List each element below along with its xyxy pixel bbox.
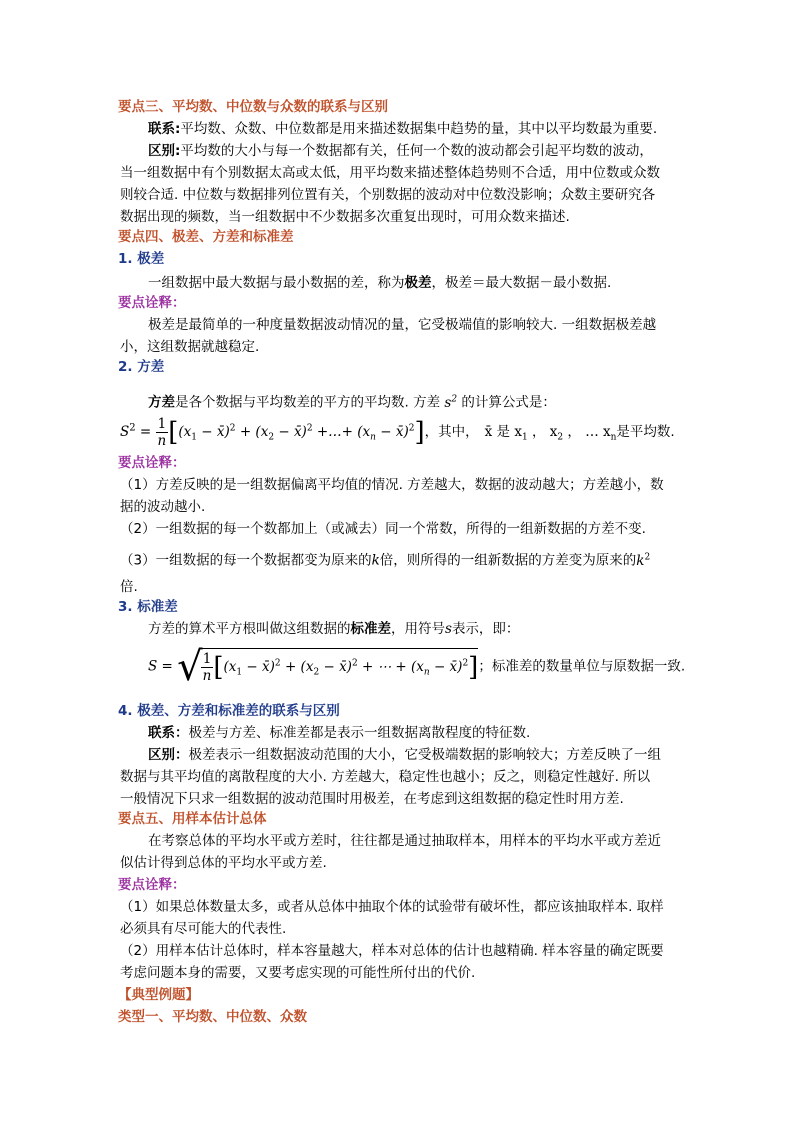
- type1-heading: 类型一、平均数、中位数、众数: [118, 1009, 307, 1025]
- sec5-note1-line2: 必须具有尽可能大的代表性.: [120, 921, 287, 937]
- point1-heading: 1. 极差: [118, 251, 165, 267]
- point2-note2: （2）一组数据的每一个数都加上（或减去）同一个常数，所得的一组新数据的方差不变.: [120, 521, 646, 537]
- point2-definition: 方差是各个数据与平均数差的平方的平均数. 方差 $s^2$ 的计算公式是：: [148, 394, 556, 411]
- point4-qubie-line3: 一般情况下只求一组数据的波动范围时用极差，在考虑到这组数据的稳定性时用方差.: [120, 791, 624, 807]
- sec3-qubie-line1: 区别:平均数的大小与每一个数据都有关，任何一个数的波动都会引起平均数的波动，: [148, 143, 653, 159]
- point2-note1-line1: （1）方差反映的是一组数据偏离平均值的情况. 方差越大，数据的波动越大；方差越小，数: [120, 477, 664, 493]
- sec3-qubie-line2: 当一组数据中有个别数据太高或太低，用平均数来描述整体趋势则不合适，用中位数或众数: [120, 165, 660, 181]
- point2-heading: 2. 方差: [118, 359, 165, 375]
- point2-note3-line1: （3）一组数据的每一个数据都变为原来的k倍，则所得的一组新数据的方差变为原来的$k^2$: [120, 552, 651, 569]
- sec5-line1: 在考察总体的平均水平或方差时，往往都是通过抽取样本，用样本的平均水平或方差近: [148, 833, 661, 849]
- point2-note1-line2: 据的波动越小.: [120, 499, 206, 515]
- point1-note-line1: 极差是最简单的一种度量数据波动情况的量，它受极端值的影响较大. 一组数据极差越: [148, 317, 657, 333]
- std-dev-formula: S = √ $\frac{1}{n}$ [($x_1$ − x̄)$^2$ + ($x_2$ − x̄)$^2$ + ⋯ + ($x_n$ − x̄)$^2$]；标准差的数量单位与原数据一致.: [148, 644, 686, 690]
- sec5-line2: 似估计得到总体的平均水平或方差.: [120, 855, 327, 871]
- sec5-note2-line2: 考虑问题本身的需要，又要考虑实现的可能性所付出的代价.: [120, 965, 476, 981]
- section5-heading: 要点五、用样本估计总体: [118, 811, 267, 827]
- sec3-lianxi-paragraph: 联系:平均数、众数、中位数都是用来描述数据集中趋势的量，其中以平均数最为重要.: [148, 121, 658, 137]
- point3-heading: 3. 标准差: [118, 599, 178, 615]
- examples-heading: 【典型例题】: [118, 987, 199, 1003]
- point4-lianxi: 联系：极差与方差、标准差都是表示一组数据离散程度的特征数.: [148, 725, 531, 741]
- point4-heading: 4. 极差、方差和标准差的联系与区别: [118, 703, 340, 719]
- point2-note3-line2: 倍.: [120, 579, 138, 595]
- sec5-note2-line1: （2）用样本估计总体时，样本容量越大，样本对总体的估计也越精确. 样本容量的确定既要: [120, 943, 664, 959]
- point3-definition: 方差的算术平方根叫做这组数据的标准差，用符号s表示，即：: [148, 621, 520, 637]
- point1-note-line2: 小，这组数据就越稳定.: [120, 339, 260, 355]
- point1-definition: 一组数据中最大数据与最小数据的差，称为极差，极差＝最大数据－最小数据.: [148, 275, 612, 291]
- variance-formula: $S^2$ = $\frac{1}{n}$ [($x_1$ − x̄)$^2$ + ($x_2$ − x̄)$^2$ +…+ ($x_n$ − x̄)$^2$]，其中， x̄ 是 $x_1$ ， $x_2$ ， … $x_n$是平均数.: [120, 416, 675, 449]
- sec5-note1-line1: （1）如果总体数量太多，或者从总体中抽取个体的试验带有破坏性，都应该抽取样本. 取样: [120, 899, 664, 915]
- point4-qubie-line1: 区别：极差表示一组数据波动范围的大小，它受极端数据的影响较大；方差反映了一组: [148, 747, 661, 763]
- sec5-note-label: 要点诠释：: [118, 877, 186, 893]
- sec3-qubie-line4: 数据出现的频数，当一组数据中不少数据多次重复出现时，可用众数来描述.: [120, 209, 570, 225]
- point1-note-label: 要点诠释：: [118, 295, 186, 311]
- sec3-qubie-line3: 则较合适. 中位数与数据排列位置有关，个别数据的波动对中位数没影响；众数主要研究各: [120, 187, 656, 203]
- point2-note-label: 要点诠释：: [118, 455, 186, 471]
- section3-heading: 要点三、平均数、中位数与众数的联系与区别: [118, 99, 388, 115]
- section4-heading: 要点四、极差、方差和标准差: [118, 229, 294, 245]
- s-squared-symbol: $s^2$: [444, 394, 458, 411]
- point4-qubie-line2: 数据与其平均值的离散程度的大小. 方差越大，稳定性也越小；反之，则稳定性越好. 所以: [120, 769, 651, 785]
